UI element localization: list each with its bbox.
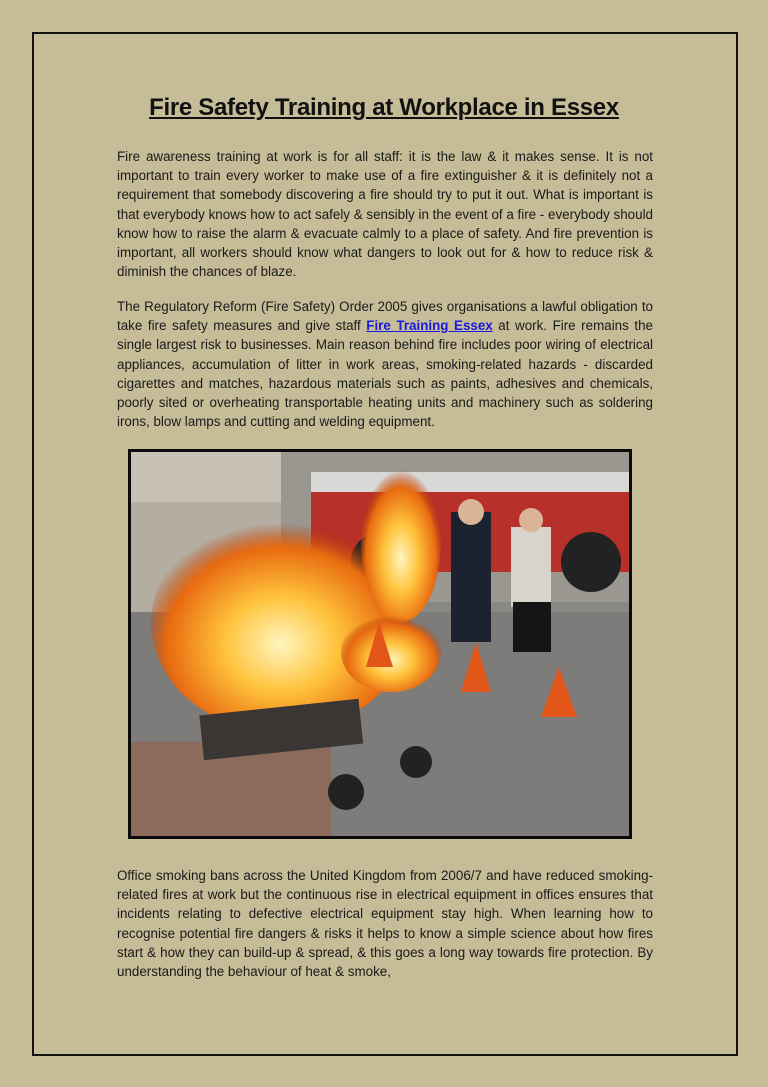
fire-training-essex-link[interactable]: Fire Training Essex — [366, 318, 493, 334]
paragraph-3: Office smoking bans across the United Kingdom from 2006/7 and have reduced smoking-related fires at work but the continuous rise in electrical equipment in offices ensures that incidents relating to defective electrical equipment stay high. When learning how to recognise potential fire dangers & risks it helps to know a simple science about how fires start & how they can build-up & spread, & this goes a long way towards fire protection. By understanding the behaviour of heat & smoke, — [117, 868, 653, 980]
paragraph-2 — [117, 297, 653, 431]
paragraph-1: Fire awareness training at work is for all staff: it is the law & it makes sense. It is not important to train every worker to make use of a fire extinguisher & it is definitely not a requirement that somebody discovering a fire should try to put it out. What is important is that everybody knows how to act safely & sensibly in the event of a fire - everybody should know how to raise the alarm & evacuate calmly to a place of safety. And fire prevention is important, all workers should know what dangers to look out for & how to reduce risk & diminish the chances of blaze. — [117, 149, 653, 280]
fire-training-photo — [128, 449, 632, 839]
page-title: Fire Safety Training at Workplace in Essex — [149, 94, 619, 121]
paragraph-2-text: The Regulatory Reform (Fire Safety) Order 2005 gives organisations a lawful obligation to take fire safety measures and give staff — [117, 299, 653, 334]
paragraph-2-text-cont: at work. Fire remains the single largest risk to businesses. Main reason behind fire includes poor wiring of electrical appliances, accumulation of litter in work areas, smoking-related hazards - discarded cigarettes and matches, hazardous materials such as paints, adhesives and chemicals, poorly sited or overheating transportable heating units and machinery such as soldering irons, blow lamps and cutting and welding equipment. — [117, 318, 653, 430]
